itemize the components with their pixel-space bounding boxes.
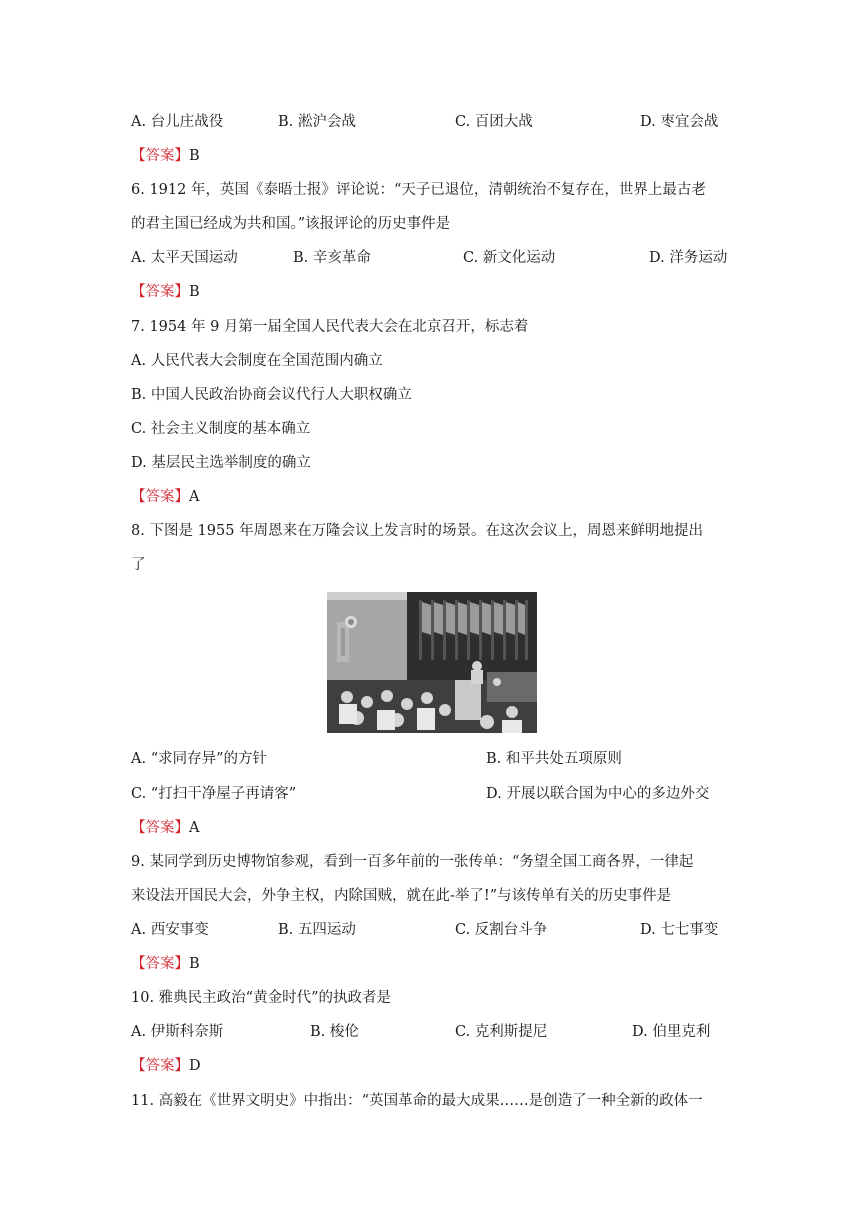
q9-stem-line1: 9. 某同学到历史博物馆参观，看到一百多年前的一张传单：“务望全国工商各界，一律起: [131, 854, 694, 870]
answer-value: A: [189, 489, 200, 505]
q10-answer: [131, 1056, 201, 1076]
q8-option-d: D. 开展以联合国为中心的多边外交: [486, 786, 710, 802]
answer-tag: 【答案】: [131, 820, 189, 836]
q6-stem-line2: 的君主国已经成为共和国。”该报评论的历史事件是: [131, 216, 451, 232]
q10-option-c: C. 克利斯提尼: [455, 1024, 548, 1040]
q10-stem-line1: 10. 雅典民主政治“黄金时代”的执政者是: [131, 990, 391, 1006]
q6-option-c: C. 新文化运动: [463, 250, 556, 266]
answer-tag: 【答案】: [131, 956, 189, 972]
answer-tag: 【答案】: [131, 1058, 189, 1074]
q6-option-d: D. 洋务运动: [649, 250, 728, 266]
q9-option-d: D. 七七事变: [640, 922, 719, 938]
q9-option-b: B. 五四运动: [278, 922, 356, 938]
q6-answer: [131, 282, 200, 302]
q7-option-d: D. 基层民主选举制度的确立: [131, 455, 311, 471]
answer-tag: 【答案】: [131, 284, 189, 300]
q9-answer: [131, 954, 200, 974]
answer-value: A: [189, 820, 200, 836]
q8-stem-line1: 8. 下图是 1955 年周恩来在万隆会议上发言时的场景。在这次会议上，周恩来鲜明地提出: [131, 523, 704, 539]
answer-value: B: [189, 956, 200, 972]
answer-tag: 【答案】: [131, 148, 189, 164]
q10-option-a: A. 伊斯科奈斯: [131, 1024, 224, 1040]
q8-option-c: C. “打扫干净屋子再请客”: [131, 786, 297, 802]
q6-stem-line1: 6. 1912 年，英国《泰晤士报》评论说：“天子已退位，清朝统治不复存在，世界上最古老: [131, 182, 706, 198]
q8-option-b: B. 和平共处五项原则: [486, 751, 622, 767]
q5-option-c: C. 百团大战: [455, 114, 533, 130]
q5-answer: [131, 146, 200, 166]
answer-tag: 【答案】: [131, 489, 189, 505]
answer-value: B: [189, 148, 200, 164]
q7-option-b: B. 中国人民政治协商会议代行人大职权确立: [131, 387, 412, 403]
q7-option-c: C. 社会主义制度的基本确立: [131, 421, 311, 437]
answer-value: D: [189, 1058, 201, 1074]
q8-option-a: A. “求同存异”的方针: [131, 751, 268, 767]
q8-answer: [131, 818, 199, 838]
q7-stem-line1: 7. 1954 年 9 月第一届全国人民代表大会在北京召开，标志着: [131, 319, 529, 335]
q5-option-a: A. 台儿庄战役: [131, 114, 224, 130]
q10-option-d: D. 伯里克利: [632, 1024, 711, 1040]
bandung-conference-photo-drawing: [327, 592, 537, 733]
q7-answer: [131, 487, 199, 507]
q11-stem-line1: 11. 高毅在《世界文明史》中指出：“英国革命的最大成果……是创造了一种全新的政体一: [131, 1093, 703, 1109]
q10-option-b: B. 梭伦: [310, 1024, 359, 1040]
q7-option-a: A. 人民代表大会制度在全国范围内确立: [131, 353, 383, 369]
q5-option-d: D. 枣宜会战: [640, 114, 719, 130]
q9-stem-line2: 来设法开国民大会，外争主权，内除国贼，就在此-举了!”与该传单有关的历史事件是: [131, 888, 672, 904]
q6-option-b: B. 辛亥革命: [293, 250, 371, 266]
q6-option-a: A. 太平天国运动: [131, 250, 238, 266]
q9-option-c: C. 反割台斗争: [455, 922, 548, 938]
answer-value: B: [189, 284, 200, 300]
q5-option-b: B. 淞沪会战: [278, 114, 356, 130]
bandung-conference-photo: [327, 592, 537, 733]
q9-option-a: A. 西安事变: [131, 922, 209, 938]
q8-stem-line2: 了: [131, 557, 146, 573]
